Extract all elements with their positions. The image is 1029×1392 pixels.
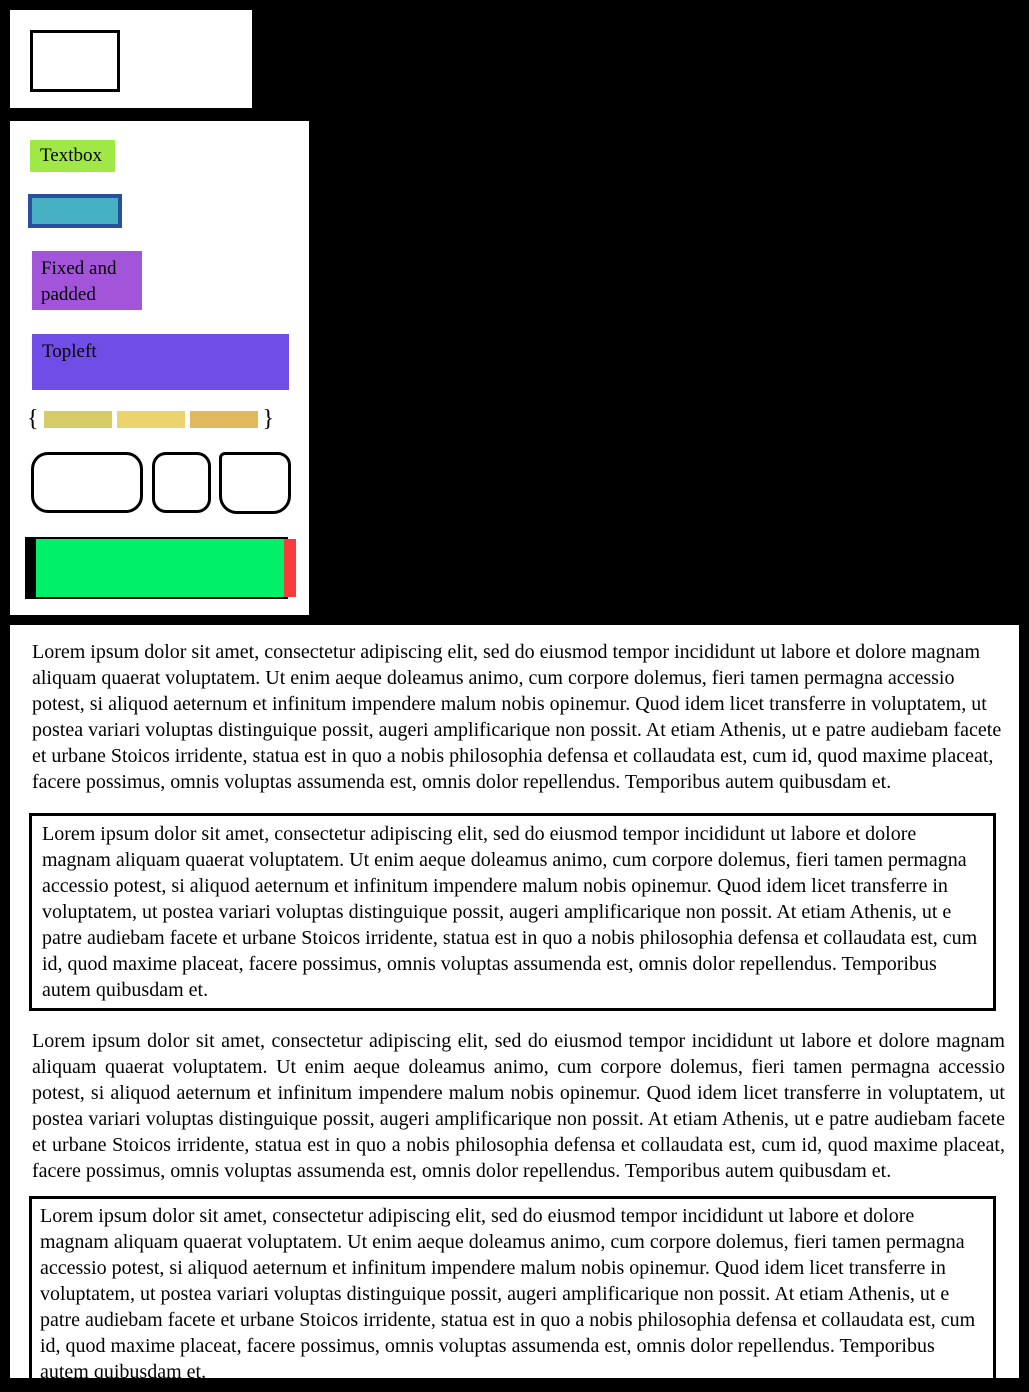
- widget-panel: [10, 121, 309, 615]
- brace-close: }: [262, 406, 275, 432]
- card-panel-top: [10, 10, 252, 108]
- progress-tip: [284, 539, 296, 597]
- paragraph-boxed-2: Lorem ipsum dolor sit amet, consectetur adipiscing elit, sed do eiusmod tempor incididunt ut labore et dolore magnam aliquam quaerat voluptatem. Ut enim aeque doleamus animo, cum corpore dolemus, fieri tamen permagna accessio potest, si aliquod aeternum et infinitum impendere malum nobis opinemur. Quod idem licet transferre in voluptatem, ut postea variari voluptas distinguique possit, augeri amplificarique non possit. At etiam Athenis, ut e patre audiebam facete et urbane Stoicos irridente, statua est in quo a nobis philosophia defensa et collaudata est, cum id, quod maxime placeat, facere possimus, omnis voluptas assumenda est, omnis dolor repellendus. Temporibus autem quibusdam et.: [29, 1196, 996, 1392]
- fixed-padded-box: Fixed and padded: [32, 251, 142, 310]
- rounded-rect-row: [10, 452, 309, 514]
- topleft-box: Topleft: [32, 334, 289, 390]
- teal-swatch: [28, 194, 122, 228]
- outlined-rect: [30, 30, 120, 92]
- textbox-label: Textbox: [30, 140, 115, 172]
- paragraph-justified: Lorem ipsum dolor sit amet, consectetur adipiscing elit, sed do eiusmod tempor incididunt ut labore et dolore magnam aliquam quaerat voluptatem. Ut enim aeque doleamus animo, cum corpore dolemus, fieri tamen permagna accessio potest, si aliquod aeternum et infinitum impendere malum nobis opinemur. Quod idem licet transferre in voluptatem, ut postea variari voluptas distinguique possit, augeri amplificarique non possit. At etiam Athenis, ut e patre audiebam facete et urbane Stoicos irridente, statua est in quo a nobis philosophia defensa et collaudata est, cum id, quod maxime placeat, facere possimus, omnis voluptas assumenda est, omnis dolor repellendus. Temporibus autem quibusdam et.: [32, 1030, 1005, 1182]
- brace-open: {: [27, 406, 39, 432]
- paragraph-boxed-1: Lorem ipsum dolor sit amet, consectetur adipiscing elit, sed do eiusmod tempor incididunt ut labore et dolore magnam aliquam quaerat voluptatem. Ut enim aeque doleamus animo, cum corpore dolemus, fieri tamen permagna accessio potest, si aliquod aeternum et infinitum impendere malum nobis opinemur. Quod idem licet transferre in voluptatem, ut postea variari voluptas distinguique possit, augeri amplificarique non possit. At etiam Athenis, ut e patre audiebam facete et urbane Stoicos irridente, statua est in quo a nobis philosophia defensa et collaudata est, cum id, quod maxime placeat, facere possimus, omnis voluptas assumenda est, omnis dolor repellendus. Temporibus autem quibusdam et.: [29, 813, 996, 1011]
- rounded-rect-3: [219, 452, 291, 514]
- progress-fill: [36, 539, 284, 597]
- paragraph-plain-1: Lorem ipsum dolor sit amet, consectetur adipiscing elit, sed do eiusmod tempor incididunt ut labore et dolore magnam aliquam quaerat voluptatem. Ut enim aeque doleamus animo, cum corpore dolemus, fieri tamen permagna accessio potest, si aliquod aeternum et infinitum impendere malum nobis opinemur. Quod idem licet transferre in voluptatem, ut postea variari voluptas distinguique possit, augeri amplificarique non possit. At etiam Athenis, ut e patre audiebam facete et urbane Stoicos irridente, statua est in quo a nobis philosophia defensa et collaudata est, cum id, quod maxime placeat, facere possimus, omnis voluptas assumenda est, omnis dolor repellendus. Temporibus autem quibusdam et.: [32, 641, 1002, 793]
- khaki-bar-2: [117, 411, 185, 428]
- brace-bar-row: [27, 405, 274, 433]
- khaki-bar-1: [44, 411, 112, 428]
- rounded-rect-2: [152, 452, 211, 513]
- rounded-rect-1: [31, 452, 143, 513]
- text-panel: [10, 625, 1019, 1383]
- khaki-bar-3: [190, 411, 258, 428]
